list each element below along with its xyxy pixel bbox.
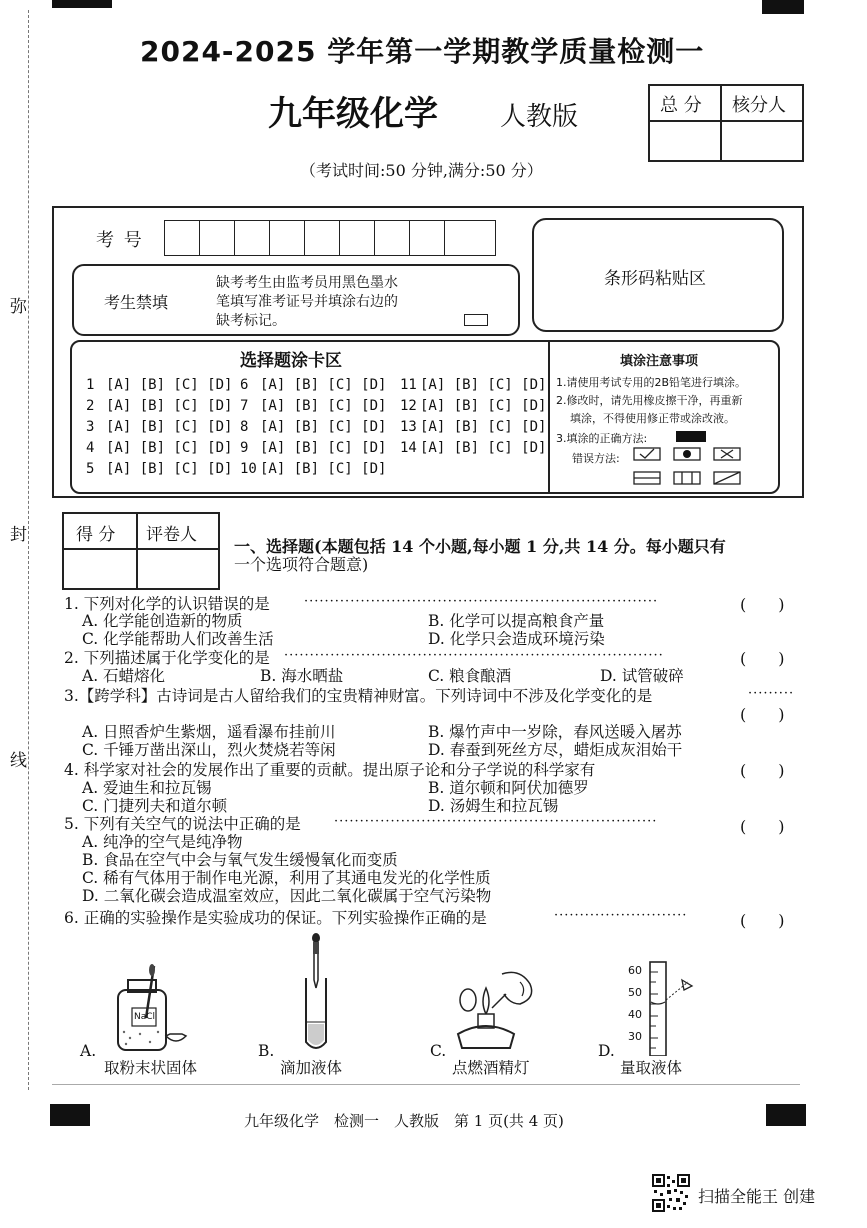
q6-answer-slot[interactable]: ( ) (740, 911, 785, 930)
mc-item-1[interactable] (86, 377, 232, 393)
absent-mark-box[interactable] (464, 314, 488, 326)
binding-line (28, 10, 29, 1090)
mc-item-number: 7 (240, 398, 249, 414)
side-label-feng: 封 (10, 520, 27, 545)
mc-item-2[interactable] (86, 398, 232, 414)
section-grader-field[interactable] (140, 552, 214, 584)
figure-a-powder-sampling (110, 962, 200, 1054)
section-heading-2: 一个选项符合题意) (234, 555, 369, 574)
q3-option-b: B. 爆竹声中一岁除，春风送暖入屠苏 (428, 723, 682, 741)
figure-b-letter: B. (258, 1042, 275, 1060)
exam-no-label: 考 号 (96, 230, 144, 251)
side-label-xian: 线 (10, 746, 27, 771)
mc-item-11[interactable] (400, 377, 546, 393)
note-1: 1.请使用考试专用的2B铅笔进行填涂。 (556, 376, 747, 389)
mc-item-number: 8 (240, 419, 249, 435)
q2-answer-slot[interactable]: ( ) (740, 649, 785, 668)
figure-d-graduated-cylinder (612, 960, 702, 1056)
total-score-label: 总 分 (660, 95, 702, 116)
mc-item-number: 1 (86, 377, 95, 393)
q5-option-b: B. 食品在空气中会与氧气发生缓慢氧化而变质 (82, 851, 398, 869)
q6-stem: 6. 正确的实验操作是实验成功的保证。下列实验操作正确的是 (64, 909, 487, 927)
q5-option-c: C. 稀有气体用于制作电光源，利用了其通电发光的化学性质 (82, 869, 491, 887)
mc-item-6[interactable] (240, 377, 386, 393)
exam-info: （考试时间:50 分钟,满分:50 分） (300, 161, 543, 180)
q5-answer-slot[interactable]: ( ) (740, 817, 785, 836)
registration-mark-top-right (762, 0, 804, 14)
mc-item-4[interactable] (86, 440, 232, 456)
q3-option-d: D. 春蚕到死丝方尽，蜡炬成灰泪始干 (428, 741, 683, 759)
q1-option-a: A. 化学能创造新的物质 (82, 612, 243, 630)
q4-option-d: D. 汤姆生和拉瓦锡 (428, 797, 559, 815)
q3-option-a: A. 日照香炉生紫烟，遥看瀑布挂前川 (82, 723, 336, 741)
figure-c-letter: C. (430, 1042, 447, 1060)
total-score-field[interactable] (652, 124, 716, 156)
side-label-mi: 弥 (10, 292, 27, 317)
mc-item-number: 4 (86, 440, 95, 456)
mc-item-number: 12 (400, 398, 417, 414)
q2-option-d: D. 试管破碎 (600, 667, 684, 685)
cylinder-mark-50: 50 (628, 986, 642, 999)
score-table (648, 84, 804, 162)
cylinder-mark-60: 60 (628, 964, 642, 977)
mc-title: 选择题涂卡区 (240, 351, 342, 371)
mc-item-number: 6 (240, 377, 249, 393)
absent-text-3: 缺考标记。 (216, 313, 286, 329)
section-grader-label: 评卷人 (146, 525, 197, 545)
mc-item-number: 14 (400, 440, 417, 456)
mc-item-number: 10 (240, 461, 257, 477)
mc-item-options[interactable]: [A] [B] [C] [D] (260, 377, 387, 393)
q5-option-a: A. 纯净的空气是纯净物 (82, 833, 243, 851)
mc-item-13[interactable] (400, 419, 546, 435)
figure-d-caption: 量取液体 (620, 1059, 683, 1077)
barcode-label: 条形码粘贴区 (604, 269, 706, 289)
absent-box (72, 264, 520, 336)
note-5: 错误方法: (572, 452, 620, 465)
mc-item-number: 3 (86, 419, 95, 435)
mc-item-3[interactable] (86, 419, 232, 435)
section-score-field[interactable] (66, 552, 132, 584)
mc-item-12[interactable] (400, 398, 546, 414)
figure-a-bottle-label: NaCl (134, 1012, 156, 1022)
mc-item-number: 11 (400, 377, 417, 393)
mc-item-options[interactable]: [A] [B] [C] [D] (106, 419, 233, 435)
q3-option-c: C. 千锤万凿出深山，烈火焚烧若等闲 (82, 741, 336, 759)
q4-option-b: B. 道尔顿和阿伏加德罗 (428, 779, 589, 797)
subject-title: 九年级化学 (268, 94, 438, 134)
q3-answer-slot[interactable]: ( ) (740, 705, 785, 724)
barcode-area (532, 218, 784, 332)
q1-stem: 1. 下列对化学的认识错误的是 (64, 595, 270, 613)
q5-stem: 5. 下列有关空气的说法中正确的是 (64, 815, 301, 833)
q4-stem: 4. 科学家对社会的发展作出了重要的贡献。提出原子论和分子学说的科学家有 (64, 761, 596, 779)
mc-item-9[interactable] (240, 440, 386, 456)
q2-option-b: B. 海水晒盐 (260, 667, 344, 685)
q2-dots: ·········································································· (284, 648, 664, 663)
cylinder-mark-30: 30 (628, 1030, 642, 1043)
figure-c-caption: 点燃酒精灯 (452, 1059, 530, 1077)
mc-item-5[interactable] (86, 461, 232, 477)
section-heading-1: 一、选择题(本题包括 14 个小题,每小题 1 分,共 14 分。每小题只有 (234, 537, 726, 556)
figure-c-alcohol-lamp (446, 964, 546, 1054)
q3-stem: 3.【跨学科】古诗词是古人留给我们的宝贵精神财富。下列诗词中不涉及化学变化的是 (64, 687, 653, 705)
mc-item-options[interactable]: [A] [B] [C] [D] (420, 377, 547, 393)
q4-option-c: C. 门捷列夫和道尔顿 (82, 797, 228, 815)
figure-a-caption: 取粉末状固体 (104, 1059, 198, 1077)
mc-item-options[interactable]: [A] [B] [C] [D] (260, 398, 387, 414)
checker-label: 核分人 (732, 95, 786, 116)
registration-mark-bottom-right (766, 1104, 806, 1126)
figure-d-letter: D. (598, 1042, 615, 1060)
mc-item-7[interactable] (240, 398, 386, 414)
qr-code-icon (652, 1174, 690, 1212)
registration-mark-top-left (52, 0, 112, 8)
q5-option-d: D. 二氧化碳会造成温室效应，因此二氧化碳属于空气污染物 (82, 887, 492, 905)
registration-mark-bottom-left (50, 1104, 90, 1126)
mc-item-options[interactable]: [A] [B] [C] [D] (106, 398, 233, 414)
section-score-table (62, 512, 220, 590)
q2-option-a: A. 石蜡熔化 (82, 667, 166, 685)
q1-option-c: C. 化学能帮助人们改善生活 (82, 630, 274, 648)
absent-text-2: 笔填写准考证号并填涂右边的 (216, 294, 398, 310)
q1-dots: ····································································· (304, 594, 659, 609)
q4-option-a: A. 爱迪生和拉瓦锡 (82, 779, 212, 797)
mc-item-number: 5 (86, 461, 95, 477)
mc-item-number: 2 (86, 398, 95, 414)
mc-item-number: 9 (240, 440, 249, 456)
q1-option-b: B. 化学可以提高粮食产量 (428, 612, 605, 630)
page-footer: 九年级化学 检测一 人教版 第 1 页(共 4 页) (244, 1112, 564, 1130)
correct-fill-sample (676, 431, 706, 442)
q4-answer-slot[interactable]: ( ) (740, 761, 785, 780)
mc-item-options[interactable]: [A] [B] [C] [D] (106, 461, 233, 477)
note-2: 2.修改时，请先用橡皮擦干净，再重新 (556, 394, 743, 407)
exam-title: 2024-2025 学年第一学期教学质量检测一 (140, 35, 705, 68)
mc-item-options[interactable]: [A] [B] [C] [D] (106, 377, 233, 393)
absent-label: 考生禁填 (104, 293, 169, 312)
wrong-fill-samples (630, 446, 750, 488)
exam-no-boxes[interactable] (164, 220, 496, 256)
mc-item-options[interactable]: [A] [B] [C] [D] (420, 398, 547, 414)
cylinder-mark-40: 40 (628, 1008, 642, 1021)
section-score-label: 得 分 (76, 525, 116, 545)
mc-item-options[interactable]: [A] [B] [C] [D] (260, 419, 387, 435)
figure-a-letter: A. (80, 1042, 97, 1060)
mc-item-14[interactable] (400, 440, 546, 456)
content-bottom-rule (52, 1084, 800, 1085)
note-3: 填涂，不得使用修正带或涂改液。 (570, 412, 735, 425)
mc-item-options[interactable]: [A] [B] [C] [D] (420, 419, 547, 435)
edition-label: 人教版 (500, 102, 579, 132)
mc-item-options[interactable]: [A] [B] [C] [D] (420, 440, 547, 456)
mc-item-options[interactable]: [A] [B] [C] [D] (106, 440, 233, 456)
mc-item-number: 13 (400, 419, 417, 435)
notes-title: 填涂注意事项 (620, 354, 699, 369)
mc-item-options[interactable]: [A] [B] [C] [D] (260, 461, 387, 477)
absent-text-1: 缺考考生由监考员用黑色墨水 (216, 275, 398, 291)
q2-stem: 2. 下列描述属于化学变化的是 (64, 649, 270, 667)
figure-b-caption: 滴加液体 (280, 1059, 343, 1077)
scanner-watermark: 扫描全能王 创建 (698, 1187, 816, 1206)
q1-option-d: D. 化学只会造成环境污染 (428, 630, 605, 648)
q2-option-c: C. 粮食酿酒 (428, 667, 512, 685)
figure-b-dropper (296, 932, 336, 1054)
note-4: 3.填涂的正确方法: (556, 432, 648, 445)
q3-dots-1: ········· (748, 686, 795, 701)
q1-answer-slot[interactable]: ( ) (740, 595, 785, 614)
checker-field[interactable] (724, 124, 798, 156)
q6-dots: ·························· (554, 908, 688, 923)
mc-item-8[interactable] (240, 419, 386, 435)
q5-dots: ······························································· (334, 814, 658, 829)
mc-item-10[interactable] (240, 461, 386, 477)
mc-item-options[interactable]: [A] [B] [C] [D] (260, 440, 387, 456)
